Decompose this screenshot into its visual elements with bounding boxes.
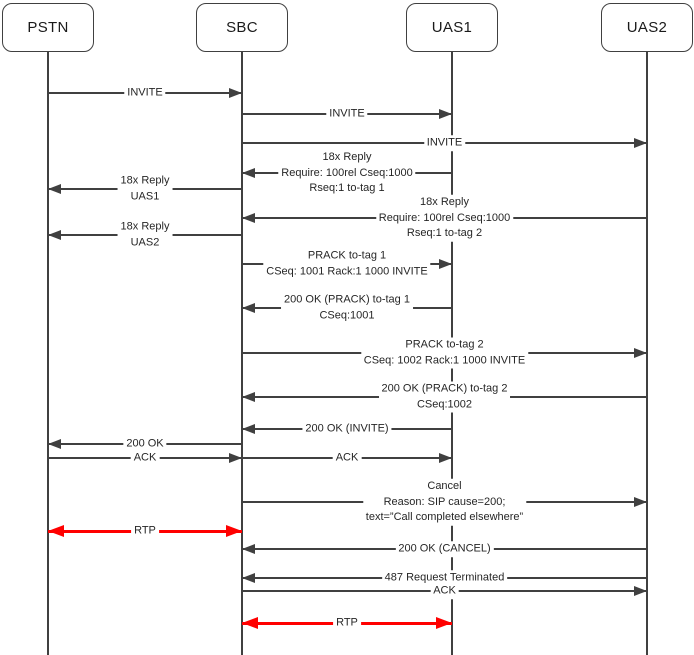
message-label: 18x Reply Require: 100rel Cseq:1000 Rseq:1 to-tag 2 bbox=[376, 195, 513, 242]
message-label: 200 OK (PRACK) to-tag 2 CSeq:1002 bbox=[379, 382, 511, 413]
actor-sbc bbox=[196, 3, 288, 52]
message-label: 200 OK (PRACK) to-tag 1 CSeq:1001 bbox=[281, 293, 413, 324]
arrowhead-icon bbox=[242, 544, 255, 554]
arrowhead-icon bbox=[229, 453, 242, 463]
arrowhead-icon bbox=[242, 424, 255, 434]
arrowhead-icon bbox=[242, 392, 255, 402]
arrowhead-icon bbox=[634, 586, 647, 596]
arrowhead-icon bbox=[634, 348, 647, 358]
message-label: PRACK to-tag 1 CSeq: 1001 Rack:1 1000 INVITE bbox=[263, 249, 430, 280]
message-label: ACK bbox=[430, 583, 459, 599]
arrowhead-icon bbox=[242, 573, 255, 583]
message-label: 487 Request Terminated bbox=[382, 570, 508, 586]
message-label: INVITE bbox=[124, 85, 165, 101]
message-label: ACK bbox=[131, 450, 160, 466]
arrowhead-icon bbox=[48, 525, 64, 537]
message-label: 200 OK (CANCEL) bbox=[395, 541, 493, 557]
actor-uas2 bbox=[601, 3, 693, 52]
actor-label: SBC bbox=[226, 19, 258, 36]
actor-uas1 bbox=[406, 3, 498, 52]
arrowhead-icon bbox=[242, 168, 255, 178]
message-label: INVITE bbox=[326, 106, 367, 122]
arrowhead-icon bbox=[226, 525, 242, 537]
lifeline-pstn bbox=[47, 52, 49, 655]
arrowhead-icon bbox=[242, 213, 255, 223]
arrowhead-icon bbox=[436, 617, 452, 629]
actor-label: UAS2 bbox=[626, 19, 668, 36]
message-label: 200 OK (INVITE) bbox=[302, 421, 391, 437]
message-label: 200 OK bbox=[123, 436, 166, 452]
message-label: 18x Reply UAS2 bbox=[118, 220, 173, 251]
arrowhead-icon bbox=[48, 439, 61, 449]
message-label: INVITE bbox=[424, 135, 465, 151]
arrowhead-icon bbox=[48, 230, 61, 240]
message-label: Cancel Reason: SIP cause=200; text=”Call completed elsewhere” bbox=[363, 479, 526, 526]
arrowhead-icon bbox=[634, 497, 647, 507]
arrowhead-icon bbox=[242, 303, 255, 313]
actor-label: UAS1 bbox=[431, 19, 473, 36]
arrowhead-icon bbox=[229, 88, 242, 98]
actor-label: PSTN bbox=[27, 19, 69, 36]
message-label: 18x Reply Require: 100rel Cseq:1000 Rseq:1 to-tag 1 bbox=[278, 150, 415, 197]
arrowhead-icon bbox=[634, 138, 647, 148]
message-label: RTP bbox=[131, 523, 159, 539]
arrowhead-icon bbox=[439, 453, 452, 463]
message-label: 18x Reply UAS1 bbox=[118, 174, 173, 205]
actor-pstn bbox=[2, 3, 94, 52]
arrowhead-icon bbox=[439, 109, 452, 119]
arrowhead-icon bbox=[242, 617, 258, 629]
arrowhead-icon bbox=[48, 184, 61, 194]
arrowhead-icon bbox=[439, 259, 452, 269]
message-label: PRACK to-tag 2 CSeq: 1002 Rack:1 1000 INVITE bbox=[361, 338, 528, 369]
message-label: ACK bbox=[333, 450, 362, 466]
message-label: RTP bbox=[333, 615, 361, 631]
